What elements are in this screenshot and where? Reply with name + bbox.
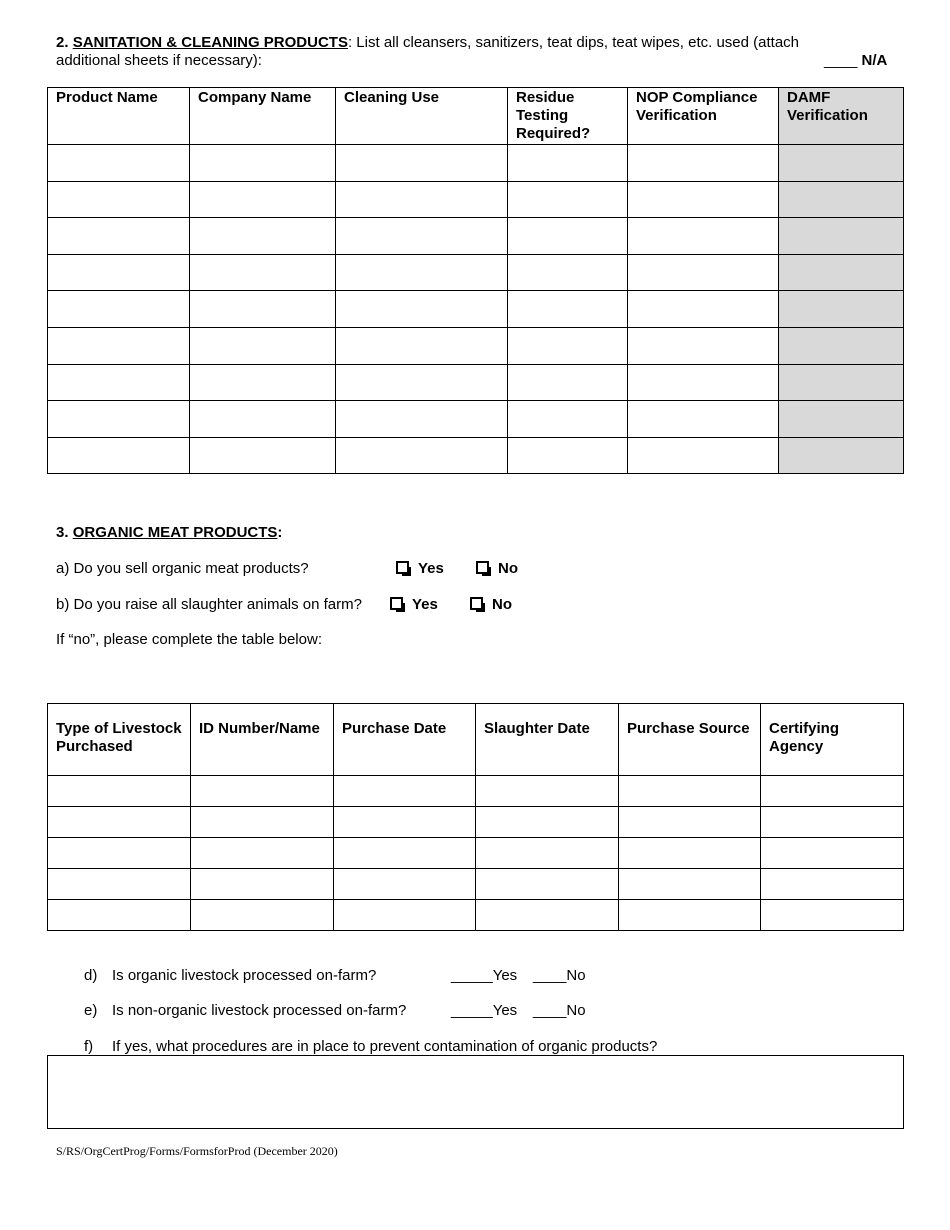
- q-a-no-option[interactable]: [476, 560, 518, 578]
- table-cell[interactable]: [334, 776, 476, 807]
- no-label: No: [492, 596, 512, 613]
- table-cell[interactable]: [336, 437, 508, 474]
- table-cell[interactable]: [508, 181, 628, 218]
- table-cell[interactable]: [628, 291, 779, 328]
- table-cell[interactable]: [761, 807, 904, 838]
- header-nop-compliance: NOP Compliance Verification: [628, 88, 779, 145]
- table-cell[interactable]: [628, 145, 779, 182]
- question-f-letter: f): [84, 1038, 94, 1055]
- contamination-procedures-answer-box[interactable]: [47, 1055, 904, 1129]
- table-cell[interactable]: [628, 437, 779, 474]
- table-note: If “no”, please complete the table below:: [56, 631, 322, 648]
- table-cell[interactable]: [48, 327, 190, 364]
- section2-intro-text: : List all cleansers, sanitizers, teat dips, teat wipes, etc. used (attach: [347, 34, 800, 51]
- table-cell[interactable]: [476, 838, 619, 869]
- table-cell[interactable]: [761, 869, 904, 900]
- table-cell[interactable]: [336, 181, 508, 218]
- livestock-row: [48, 838, 904, 869]
- q-b-no-option[interactable]: [470, 596, 512, 614]
- table-cell[interactable]: [334, 900, 476, 931]
- q-a-yes-option[interactable]: [396, 560, 444, 578]
- table-cell[interactable]: [628, 218, 779, 255]
- header-purchase-source: Purchase Source: [619, 704, 761, 776]
- header-purchase-date: Purchase Date: [334, 704, 476, 776]
- table-cell[interactable]: [619, 776, 761, 807]
- checkbox-icon[interactable]: [390, 597, 403, 610]
- checkbox-icon[interactable]: [396, 561, 409, 574]
- table-cell[interactable]: [336, 218, 508, 255]
- table-cell[interactable]: [334, 838, 476, 869]
- table-cell[interactable]: [191, 900, 334, 931]
- table-cell[interactable]: [336, 291, 508, 328]
- sanitation-product-row: [48, 218, 904, 255]
- header-product-name: Product Name: [48, 88, 190, 145]
- section3-title-colon: :: [277, 524, 283, 541]
- table-cell[interactable]: [190, 145, 336, 182]
- table-cell[interactable]: [190, 181, 336, 218]
- sanitation-product-row: [48, 145, 904, 182]
- checkbox-icon[interactable]: [470, 597, 483, 610]
- table-cell[interactable]: [779, 327, 904, 364]
- table-cell[interactable]: [48, 145, 190, 182]
- table-cell[interactable]: [48, 776, 191, 807]
- table-cell[interactable]: [619, 869, 761, 900]
- yes-label: Yes: [418, 560, 444, 577]
- na-blank: ____: [824, 52, 858, 69]
- table-cell[interactable]: [48, 437, 190, 474]
- table-cell[interactable]: [779, 291, 904, 328]
- header-certifying-agency: Certifying Agency: [761, 704, 904, 776]
- question-d: Is organic livestock processed on-farm?: [112, 967, 377, 984]
- na-label: N/A: [861, 52, 888, 69]
- header-slaughter-date: Slaughter Date: [476, 704, 619, 776]
- table-cell[interactable]: [508, 401, 628, 438]
- table-cell[interactable]: [508, 254, 628, 291]
- table-cell[interactable]: [191, 869, 334, 900]
- question-f: If yes, what procedures are in place to prevent contamination of organic products?: [112, 1038, 658, 1055]
- table-cell[interactable]: [628, 364, 779, 401]
- table-cell[interactable]: [779, 364, 904, 401]
- sanitation-product-row: [48, 401, 904, 438]
- checkbox-icon[interactable]: [476, 561, 489, 574]
- sanitation-products-table: [47, 87, 904, 474]
- table-cell[interactable]: [48, 807, 191, 838]
- table-cell[interactable]: [628, 254, 779, 291]
- table-cell[interactable]: [508, 327, 628, 364]
- question-d-letter: d): [84, 967, 98, 984]
- table-cell[interactable]: [619, 807, 761, 838]
- question-a: a) Do you sell organic meat products?: [56, 560, 309, 577]
- section2-intro-line2: additional sheets if necessary):: [56, 52, 262, 69]
- table-cell[interactable]: [190, 437, 336, 474]
- table-cell[interactable]: [779, 218, 904, 255]
- table-cell[interactable]: [336, 254, 508, 291]
- header-id-number: ID Number/Name: [191, 704, 334, 776]
- table-cell[interactable]: [779, 401, 904, 438]
- sanitation-product-row: [48, 327, 904, 364]
- sanitation-product-row: [48, 291, 904, 328]
- table-cell[interactable]: [476, 776, 619, 807]
- no-label: No: [498, 560, 518, 577]
- table-cell[interactable]: [628, 327, 779, 364]
- header-cleaning-use: Cleaning Use: [336, 88, 508, 145]
- na-field[interactable]: [824, 52, 887, 70]
- table-cell[interactable]: [48, 254, 190, 291]
- table-cell[interactable]: [190, 291, 336, 328]
- header-company-name: Company Name: [190, 88, 336, 145]
- table-cell[interactable]: [191, 776, 334, 807]
- header-residue-testing: Residue Testing Required?: [508, 88, 628, 145]
- table-cell[interactable]: [190, 401, 336, 438]
- table-cell[interactable]: [476, 869, 619, 900]
- table-cell[interactable]: [779, 437, 904, 474]
- table-cell[interactable]: [48, 900, 191, 931]
- table-cell[interactable]: [336, 364, 508, 401]
- table-cell[interactable]: [48, 181, 190, 218]
- table-cell[interactable]: [190, 254, 336, 291]
- table-cell[interactable]: [190, 327, 336, 364]
- section3-heading: [56, 524, 282, 542]
- livestock-row: [48, 900, 904, 931]
- footer-form-id: S/RS/OrgCertProg/Forms/FormsforProd (December 2020): [56, 1144, 338, 1158]
- table-cell[interactable]: [48, 291, 190, 328]
- q-d-yes-blank[interactable]: _____Yes: [451, 967, 518, 984]
- table-cell[interactable]: [190, 364, 336, 401]
- livestock-row: [48, 807, 904, 838]
- table-cell[interactable]: [779, 254, 904, 291]
- section3-title: ORGANIC MEAT PRODUCTS: [72, 524, 278, 541]
- table-cell[interactable]: [476, 807, 619, 838]
- table-cell[interactable]: [48, 401, 190, 438]
- q-e-yes-blank[interactable]: _____Yes: [451, 1002, 518, 1019]
- table-cell[interactable]: [619, 900, 761, 931]
- table-cell[interactable]: [191, 838, 334, 869]
- table-cell[interactable]: [190, 218, 336, 255]
- table-cell[interactable]: [508, 364, 628, 401]
- table-cell[interactable]: [48, 364, 190, 401]
- sanitation-product-row: [48, 364, 904, 401]
- table-cell[interactable]: [779, 145, 904, 182]
- sanitation-product-row: [48, 254, 904, 291]
- table-cell[interactable]: [508, 291, 628, 328]
- section2-title: SANITATION & CLEANING PRODUCTS: [72, 34, 348, 51]
- header-livestock-type: Type of Livestock Purchased: [48, 704, 191, 776]
- question-e: Is non-organic livestock processed on-farm?: [112, 1002, 407, 1019]
- table-cell[interactable]: [508, 218, 628, 255]
- table-cell[interactable]: [191, 807, 334, 838]
- sanitation-product-row: [48, 437, 904, 474]
- header-damf-verification: DAMF Verification: [779, 88, 904, 145]
- sanitation-header-row: [48, 88, 904, 145]
- question-e-letter: e): [84, 1002, 98, 1019]
- table-cell[interactable]: [628, 401, 779, 438]
- table-cell[interactable]: [508, 437, 628, 474]
- table-cell[interactable]: [336, 327, 508, 364]
- question-b: b) Do you raise all slaughter animals on farm?: [56, 596, 362, 613]
- livestock-header-row: [48, 704, 904, 776]
- q-e-no-blank[interactable]: ____No: [533, 1002, 586, 1019]
- table-cell[interactable]: [334, 807, 476, 838]
- table-cell[interactable]: [476, 900, 619, 931]
- table-cell[interactable]: [761, 900, 904, 931]
- table-cell[interactable]: [48, 218, 190, 255]
- livestock-row: [48, 776, 904, 807]
- livestock-row: [48, 869, 904, 900]
- section2-number: 2.: [56, 34, 69, 51]
- table-cell[interactable]: [779, 181, 904, 218]
- livestock-purchase-table: [47, 703, 904, 931]
- table-cell[interactable]: [334, 869, 476, 900]
- table-cell[interactable]: [48, 869, 191, 900]
- table-cell[interactable]: [761, 776, 904, 807]
- yes-label: Yes: [412, 596, 438, 613]
- section3-number: 3.: [56, 524, 69, 541]
- table-cell[interactable]: [336, 401, 508, 438]
- table-cell[interactable]: [48, 838, 191, 869]
- q-b-yes-option[interactable]: [390, 596, 438, 614]
- table-cell[interactable]: [619, 838, 761, 869]
- table-cell[interactable]: [336, 145, 508, 182]
- table-cell[interactable]: [628, 181, 779, 218]
- q-d-no-blank[interactable]: ____No: [533, 967, 586, 984]
- section2-intro: [56, 34, 916, 52]
- table-cell[interactable]: [761, 838, 904, 869]
- sanitation-product-row: [48, 181, 904, 218]
- table-cell[interactable]: [508, 145, 628, 182]
